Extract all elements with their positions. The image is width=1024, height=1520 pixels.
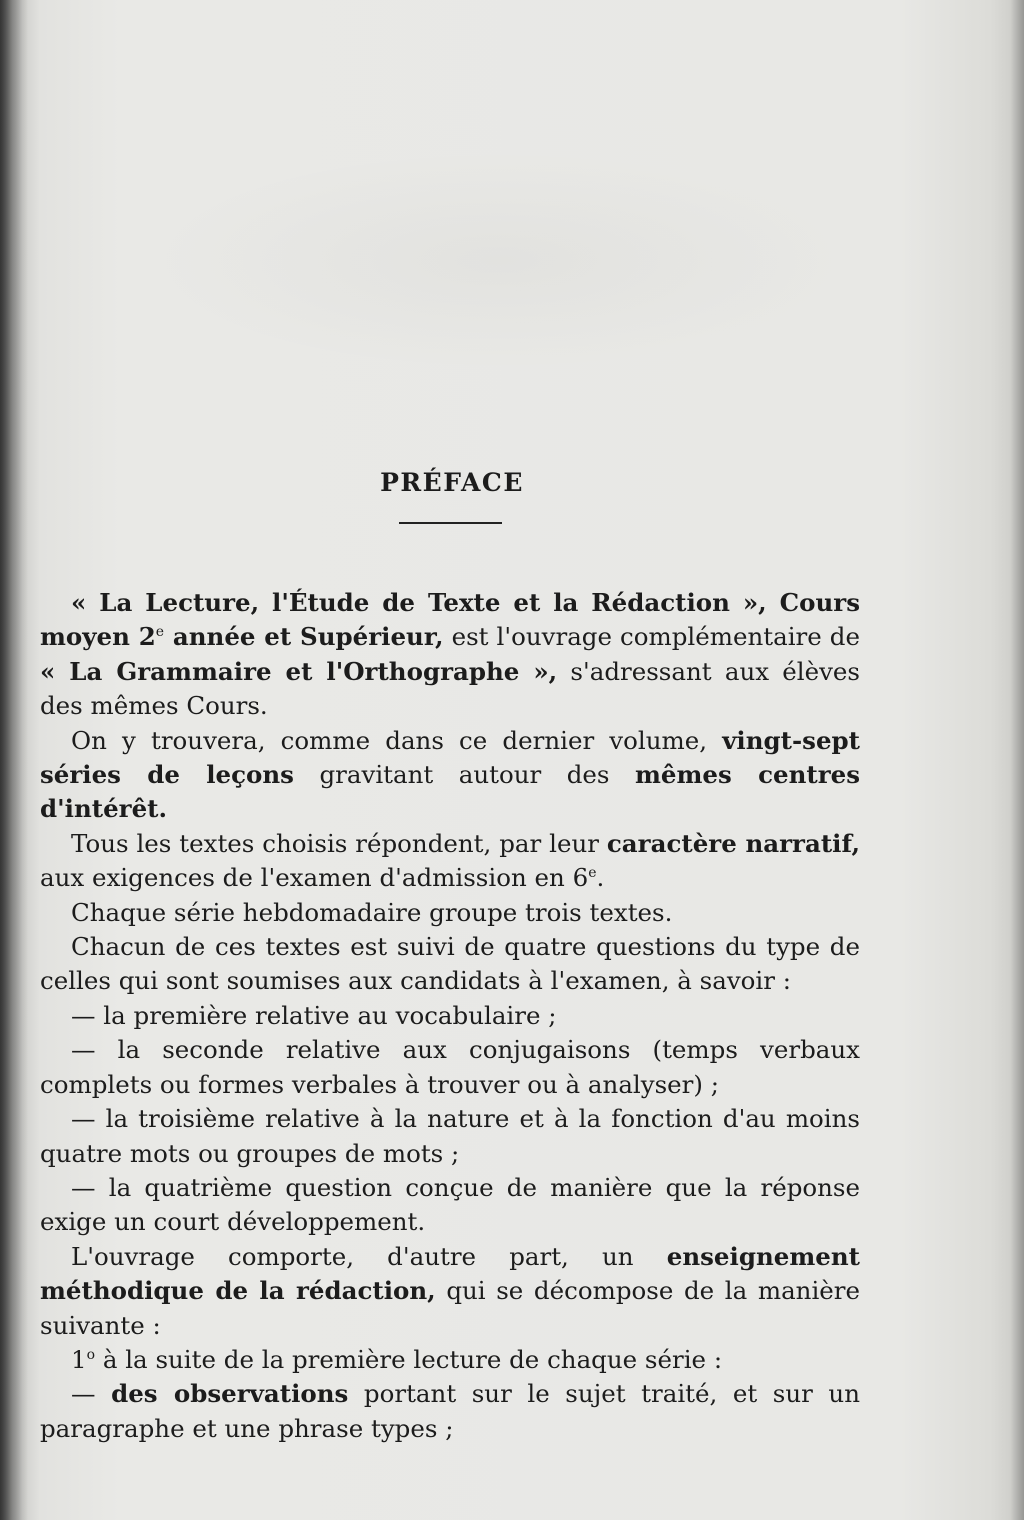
show-through-area	[150, 150, 850, 370]
text-run: L'ouvrage comporte, d'autre part, un	[71, 1241, 667, 1271]
text-run: qui se décompose de la manière suivante :	[40, 1276, 860, 1340]
bold-phrase: mêmes centres d'intérêt.	[40, 760, 860, 824]
text-run: s'adressant aux élèves des mêmes Cours.	[40, 656, 861, 721]
text-run: —	[71, 1379, 112, 1409]
paragraph-5: Chacun de ces textes est suivi de quatre questions du type de celles qui sont soumises aux candidats à l'examen, à savoir :	[40, 932, 860, 996]
paragraph-11	[40, 1343, 860, 1377]
text-run: .	[596, 863, 605, 893]
text-run: aux exigences de l'examen d'admission en 6	[40, 863, 589, 893]
paragraph-1	[40, 586, 860, 724]
paragraph-4: Chaque série hebdomadaire groupe trois textes.	[71, 897, 673, 927]
list-item-grammar: — la troisième relative à la nature et à la fonction d'au moins quatre mots ou groupes de mots ;	[40, 1104, 860, 1168]
bold-phrase: année et Supérieur,	[164, 622, 444, 652]
spine-shadow	[0, 0, 28, 1520]
superscript: e	[588, 865, 597, 882]
paragraph-10	[40, 1240, 860, 1343]
text-run: 1	[71, 1344, 87, 1374]
list-item-vocabulary: — la première relative au vocabulaire ;	[71, 1000, 557, 1030]
text-run: portant sur le sujet traité, et sur un paragraphe et une phrase types ;	[40, 1379, 860, 1443]
bold-phrase: des observations	[111, 1379, 349, 1409]
preface-body	[40, 586, 860, 1446]
bold-phrase: vingt-sept séries de leçons	[40, 725, 860, 790]
page-title: PRÉFACE	[380, 468, 524, 497]
superscript: o	[86, 1346, 96, 1363]
superscript: e	[155, 624, 165, 641]
page-edge-shadow	[1010, 0, 1024, 1520]
bold-phrase: « La Grammaire et l'Orthographe »,	[40, 656, 558, 686]
paragraph-2	[40, 724, 860, 827]
bold-phrase: « La Lecture, l'Étude de Texte et la Rédaction », Cours moyen 2	[40, 588, 860, 652]
bold-phrase: enseignement méthodique de la rédaction,	[40, 1241, 860, 1306]
paragraph-3	[40, 827, 860, 896]
text-run: Tous les textes choisis répondent, par leur	[71, 828, 607, 858]
title-rule	[399, 522, 502, 524]
list-item-conjugation: — la seconde relative aux conjugaisons (temps verbaux complets ou formes verbales à trouver ou à analyser) ;	[40, 1035, 860, 1099]
list-item-development: — la quatrième question conçue de manière que la réponse exige un court développement.	[40, 1172, 860, 1237]
bold-phrase: caractère narratif,	[606, 828, 860, 858]
text-run: est l'ouvrage complémentaire de	[443, 622, 860, 652]
text-run: On y trouvera, comme dans ce dernier volume,	[71, 725, 723, 755]
paragraph-12	[40, 1377, 860, 1446]
text-run: gravitant autour des	[293, 760, 635, 790]
text-run: à la suite de la première lecture de chaque série :	[95, 1344, 723, 1374]
